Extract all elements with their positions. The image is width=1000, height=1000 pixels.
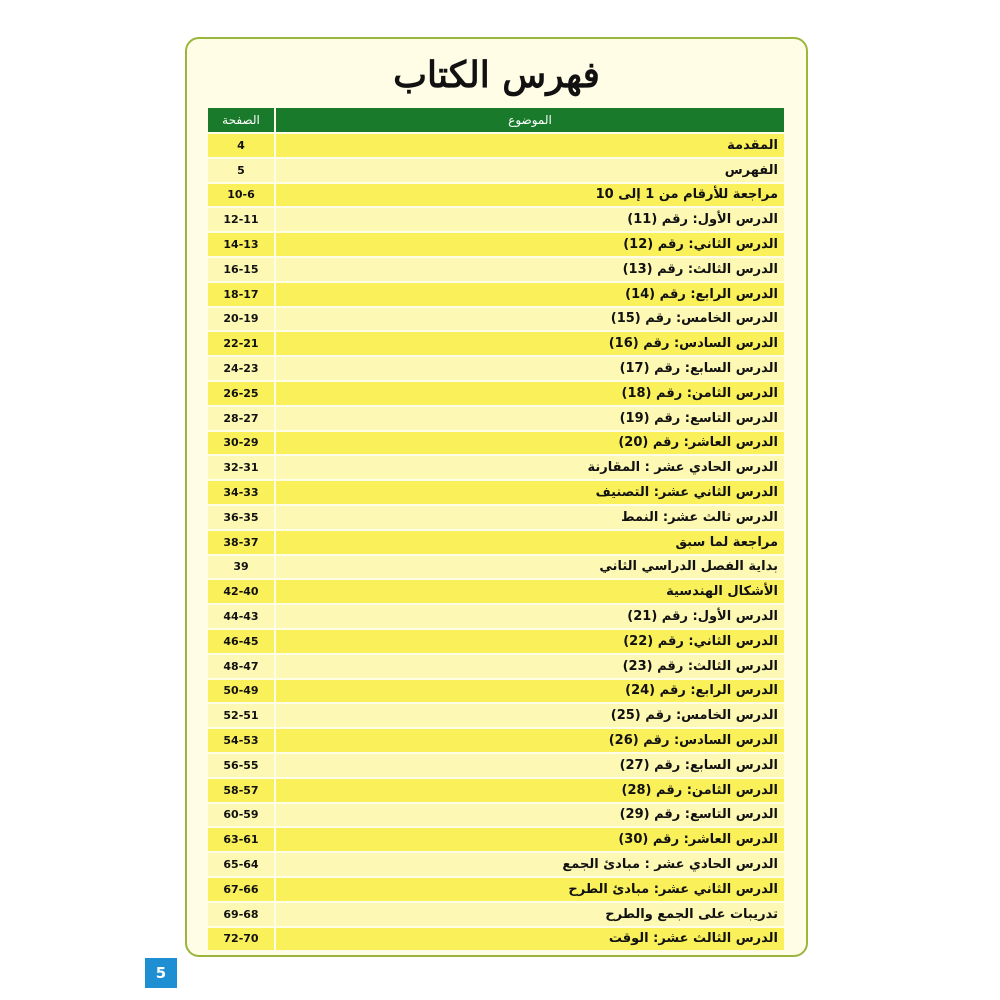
table-row [208, 804, 784, 827]
table-row [208, 605, 784, 628]
page-column-header: الصفحة [208, 108, 274, 132]
row-topic: الدرس الرابع: رقم (14) [276, 283, 784, 306]
table-row [208, 531, 784, 554]
row-topic: الدرس السابع: رقم (17) [276, 357, 784, 380]
row-topic: تدريبات على الجمع والطرح [276, 903, 784, 926]
row-topic: الدرس الخامس: رقم (15) [276, 308, 784, 331]
table-row [208, 928, 784, 951]
row-page: 58-57 [208, 779, 274, 802]
row-page: 26-25 [208, 382, 274, 405]
table-row [208, 134, 784, 157]
table-row [208, 407, 784, 430]
row-page: 34-33 [208, 481, 274, 504]
row-page: 69-68 [208, 903, 274, 926]
row-page: 28-27 [208, 407, 274, 430]
row-page: 54-53 [208, 729, 274, 752]
row-topic: الدرس السادس: رقم (16) [276, 332, 784, 355]
table-row [208, 159, 784, 182]
page-number-badge: 5 [145, 958, 177, 988]
row-page: 44-43 [208, 605, 274, 628]
table-row [208, 853, 784, 876]
table-row [208, 704, 784, 727]
table-row [208, 903, 784, 926]
table-row [208, 779, 784, 802]
row-topic: المقدمة [276, 134, 784, 157]
row-page: 52-51 [208, 704, 274, 727]
topic-column-header: الموضوع [276, 108, 784, 132]
row-topic: الدرس السابع: رقم (27) [276, 754, 784, 777]
row-topic: الدرس الرابع: رقم (24) [276, 680, 784, 703]
row-page: 72-70 [208, 928, 274, 951]
row-page: 60-59 [208, 804, 274, 827]
table-row [208, 432, 784, 455]
table-row [208, 208, 784, 231]
row-topic: الدرس ثالث عشر: النمط [276, 506, 784, 529]
row-page: 22-21 [208, 332, 274, 355]
row-page: 20-19 [208, 308, 274, 331]
row-page: 67-66 [208, 878, 274, 901]
table-row [208, 828, 784, 851]
row-page: 48-47 [208, 655, 274, 678]
table-row [208, 556, 784, 579]
row-page: 65-64 [208, 853, 274, 876]
row-page: 50-49 [208, 680, 274, 703]
row-topic: الدرس الحادي عشر : المقارنة [276, 456, 784, 479]
table-row [208, 258, 784, 281]
table-row [208, 729, 784, 752]
row-topic: الدرس الثاني: رقم (12) [276, 233, 784, 256]
row-topic: الدرس الثاني: رقم (22) [276, 630, 784, 653]
table-row [208, 580, 784, 603]
row-topic: الدرس الثالث: رقم (23) [276, 655, 784, 678]
table-row [208, 308, 784, 331]
row-page: 4 [208, 134, 274, 157]
row-topic: الدرس الأول: رقم (21) [276, 605, 784, 628]
row-page: 32-31 [208, 456, 274, 479]
table-row [208, 506, 784, 529]
row-page: 30-29 [208, 432, 274, 455]
row-page: 63-61 [208, 828, 274, 851]
row-page: 38-37 [208, 531, 274, 554]
table-row [208, 680, 784, 703]
table-row [208, 655, 784, 678]
row-page: 42-40 [208, 580, 274, 603]
row-page: 16-15 [208, 258, 274, 281]
row-page: 10-6 [208, 184, 274, 207]
table-row [208, 754, 784, 777]
table-row [208, 878, 784, 901]
row-page: 36-35 [208, 506, 274, 529]
table-body [208, 134, 784, 952]
row-topic: الدرس الخامس: رقم (25) [276, 704, 784, 727]
table-row [208, 184, 784, 207]
row-topic: الدرس العاشر: رقم (20) [276, 432, 784, 455]
row-page: 24-23 [208, 357, 274, 380]
row-page: 5 [208, 159, 274, 182]
table-row [208, 630, 784, 653]
table-row [208, 456, 784, 479]
row-topic: الدرس الثالث: رقم (13) [276, 258, 784, 281]
table-row [208, 283, 784, 306]
row-page: 18-17 [208, 283, 274, 306]
row-page: 39 [208, 556, 274, 579]
table-header [208, 108, 784, 132]
row-page: 56-55 [208, 754, 274, 777]
table-row [208, 481, 784, 504]
row-topic: الدرس الثامن: رقم (28) [276, 779, 784, 802]
row-topic: الدرس التاسع: رقم (29) [276, 804, 784, 827]
row-topic: الدرس العاشر: رقم (30) [276, 828, 784, 851]
table-row [208, 233, 784, 256]
row-topic: مراجعة للأرقام من 1 إلى 10 [276, 184, 784, 207]
row-topic: الدرس التاسع: رقم (19) [276, 407, 784, 430]
row-topic: الدرس الأول: رقم (11) [276, 208, 784, 231]
table-row [208, 382, 784, 405]
row-page: 46-45 [208, 630, 274, 653]
row-topic: الدرس الثاني عشر: التصنيف [276, 481, 784, 504]
row-topic: الفهرس [276, 159, 784, 182]
row-topic: مراجعة لما سبق [276, 531, 784, 554]
row-page: 14-13 [208, 233, 274, 256]
table-row [208, 357, 784, 380]
row-topic: الدرس الثامن: رقم (18) [276, 382, 784, 405]
row-topic: الدرس الثاني عشر: مبادئ الطرح [276, 878, 784, 901]
row-topic: الدرس الحادي عشر : مبادئ الجمع [276, 853, 784, 876]
row-topic: الدرس الثالث عشر: الوقت [276, 928, 784, 951]
table-row [208, 332, 784, 355]
row-page: 12-11 [208, 208, 274, 231]
page-title: فهرس الكتاب [393, 54, 600, 96]
row-topic: الأشكال الهندسية [276, 580, 784, 603]
row-topic: بداية الفصل الدراسي الثاني [276, 556, 784, 579]
table-of-contents [208, 108, 784, 952]
row-topic: الدرس السادس: رقم (26) [276, 729, 784, 752]
